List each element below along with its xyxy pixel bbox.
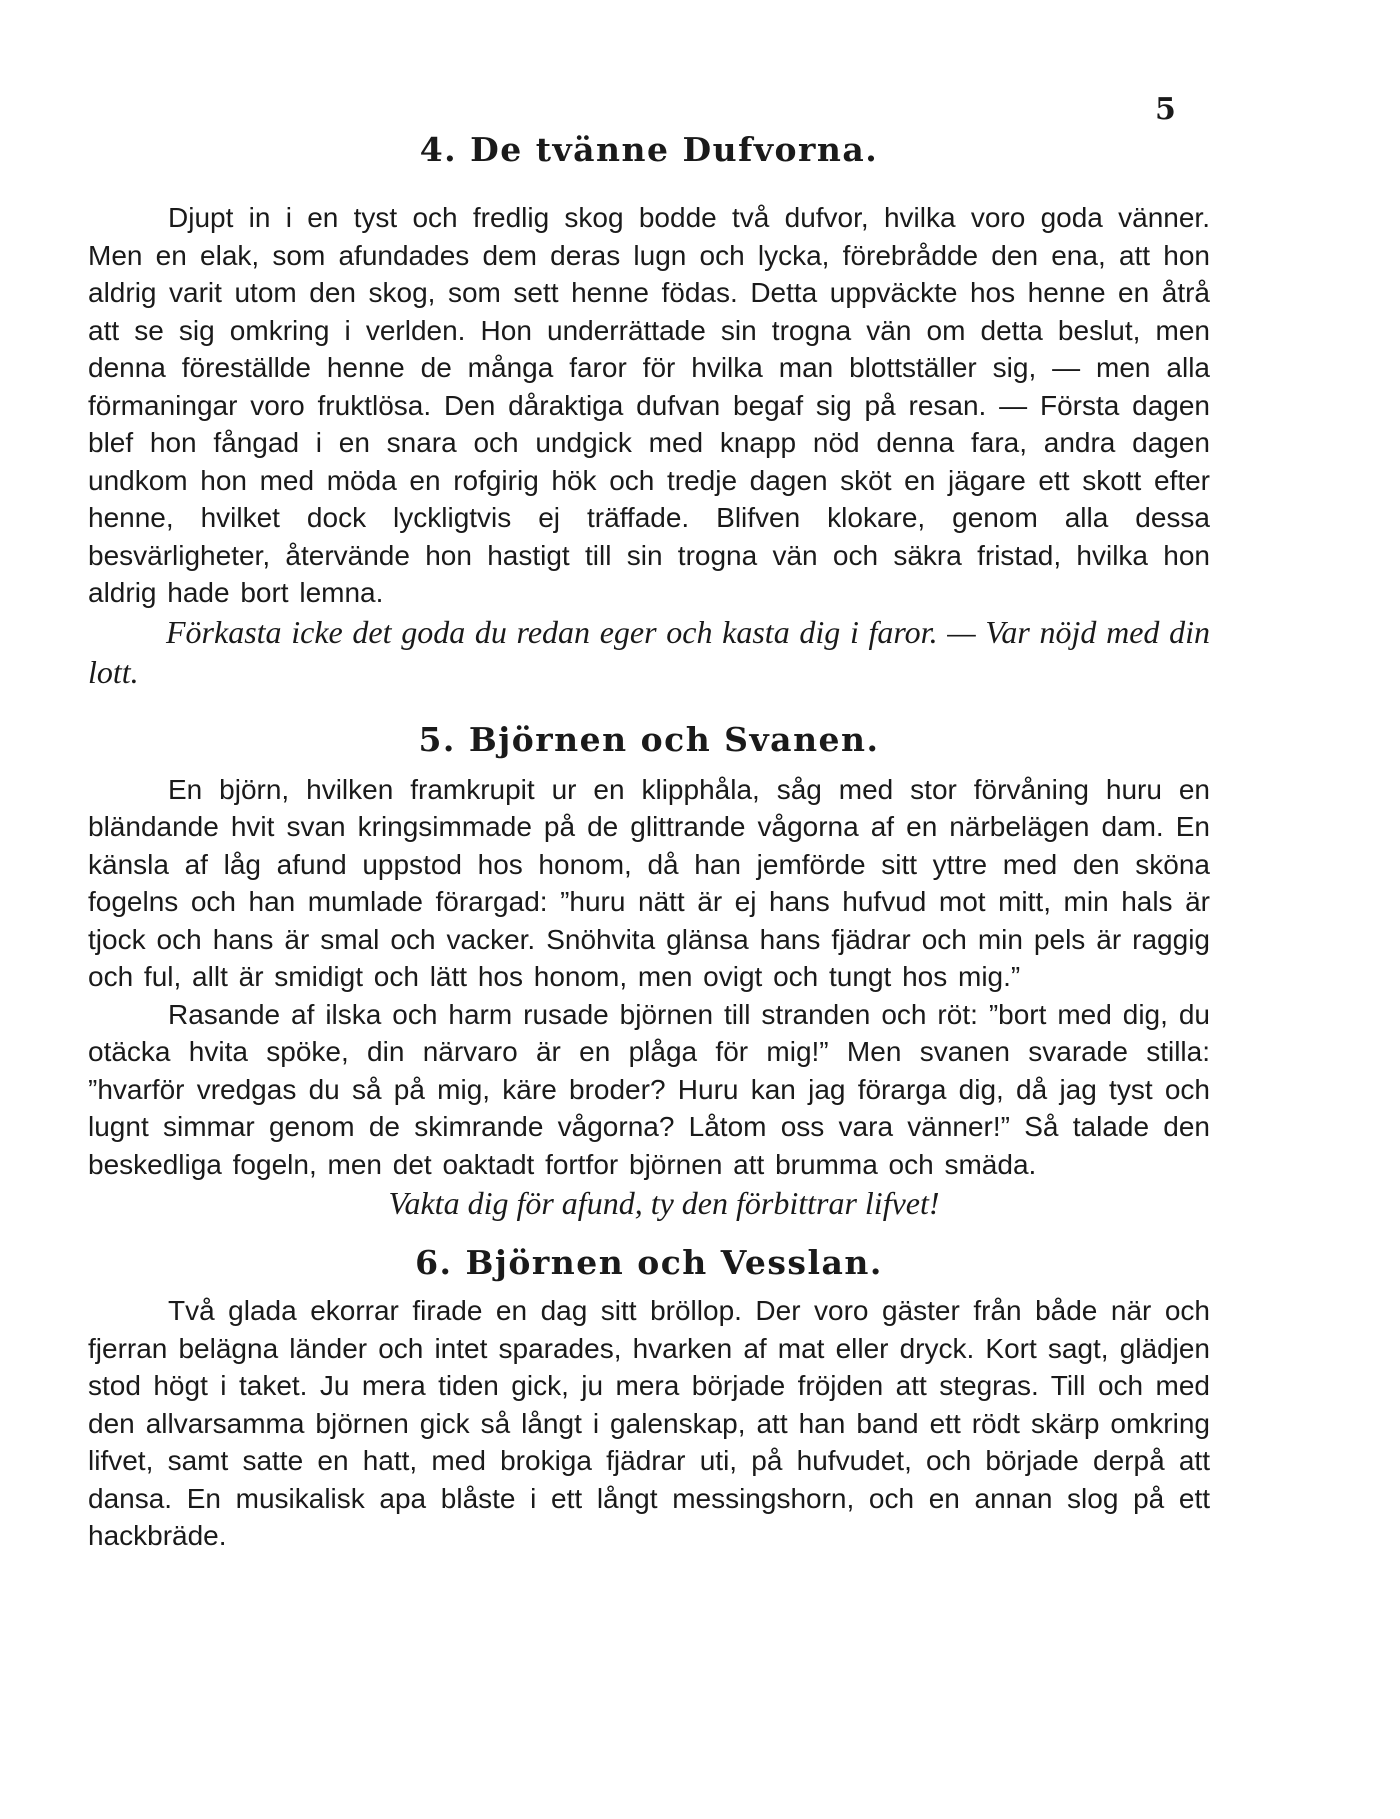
fable-paragraph: Rasande af ilska och harm rusade björnen till stranden och röt: ”bort med dig, du otäcka hvita spöke, din närvaro är en plåga för mig!” Men svanen svarade stilla: ”hvarför vredgas du så på mig, käre broder? Huru kan jag förarga dig, då jag tyst och lugnt simmar genom de skimrande vågorna? Låtom oss vara vänner!” Så talade den beskedliga fogeln, men det oaktadt fortfor björnen att brumma och smäda. [88, 998, 1210, 1180]
page-content [88, 130, 1210, 1555]
fable-section [88, 1243, 1210, 1555]
fable-paragraph: Två glada ekorrar firade en dag sitt bröllop. Der voro gäster från både när och fjerran belägna länder och intet sparades, hvarken af mat eller dryck. Kort sagt, glädjen stod högt i taket. Ju mera tiden gick, ju mera började fröjden att stegras. Till och med den allvarsamma björnen gick så långt i galenskap, att han band ett rödt skärp omkring lifvet, samt satte en hatt, med brokiga fjädrar uti, på hufvudet, och började derpå att dansa. En musikalisk apa blåste i ett långt messingshorn, och en annan slog på ett hackbräde. [88, 1295, 1210, 1551]
fable-moral: Vakta dig för afund, ty den förbittrar lifvet! [388, 1185, 940, 1221]
fable-paragraph: Djupt in i en tyst och fredlig skog bodde två dufvor, hvilka voro goda vänner. Men en elak, som afundades dem deras lugn och lycka, förebrådde den ena, att hon aldrig varit utom den skog, som sett henne födas. Detta uppväckte hos henne en åtrå att se sig omkring i verlden. Hon underrättade sin trogna vän om detta beslut, men denna föreställde henne de många faror för hvilka man blottställer sig, — men alla förmaningar voro fruktlösa. Den dåraktiga dufvan begaf sig på resan. — Första dagen blef hon fångad i en snara och undgick med knapp nöd denna fara, andra dagen undkom hon med möda en rofgirig hök och tredje dagen sköt en jägare ett skott efter henne, hvilket dock lyckligtvis ej träffade. Blifven klokare, genom alla dessa besvärligheter, återvände hon hastigt till sin trogna vän och säkra fristad, hvilka hon aldrig hade bort lemna. [88, 202, 1210, 608]
fable-heading: 4. De tvänne Dufvorna. [419, 130, 879, 169]
fable-heading: 5. Björnen och Svanen. [418, 719, 880, 759]
fable-section [88, 720, 1210, 1224]
fable-paragraph: En björn, hvilken framkrupit ur en klipphåla, såg med stor förvåning huru en bländande hvit svan kringsimmade på de glittrande vågorna af en närbelägen dam. En känsla af låg afund uppstod hos honom, då han jemförde sitt yttre med den sköna fogelns och han mumlade förargad: ”huru nätt är ej hans hufvud mot mitt, min hals är tjock och hans är smal och vacker. Snöhvita glänsa hans fjädrar och min pels är raggig och ful, allt är smidigt och lätt hos honom, men ovigt och tungt hos mig.” [88, 773, 1210, 992]
fable-moral: Förkasta icke det goda du redan eger och kasta dig i faror. — Var nöjd med din lott. [88, 613, 1210, 690]
page-number: 5 [1155, 92, 1176, 127]
fable-section [88, 130, 1210, 692]
fable-heading: 6. Björnen och Vesslan. [415, 1243, 883, 1282]
